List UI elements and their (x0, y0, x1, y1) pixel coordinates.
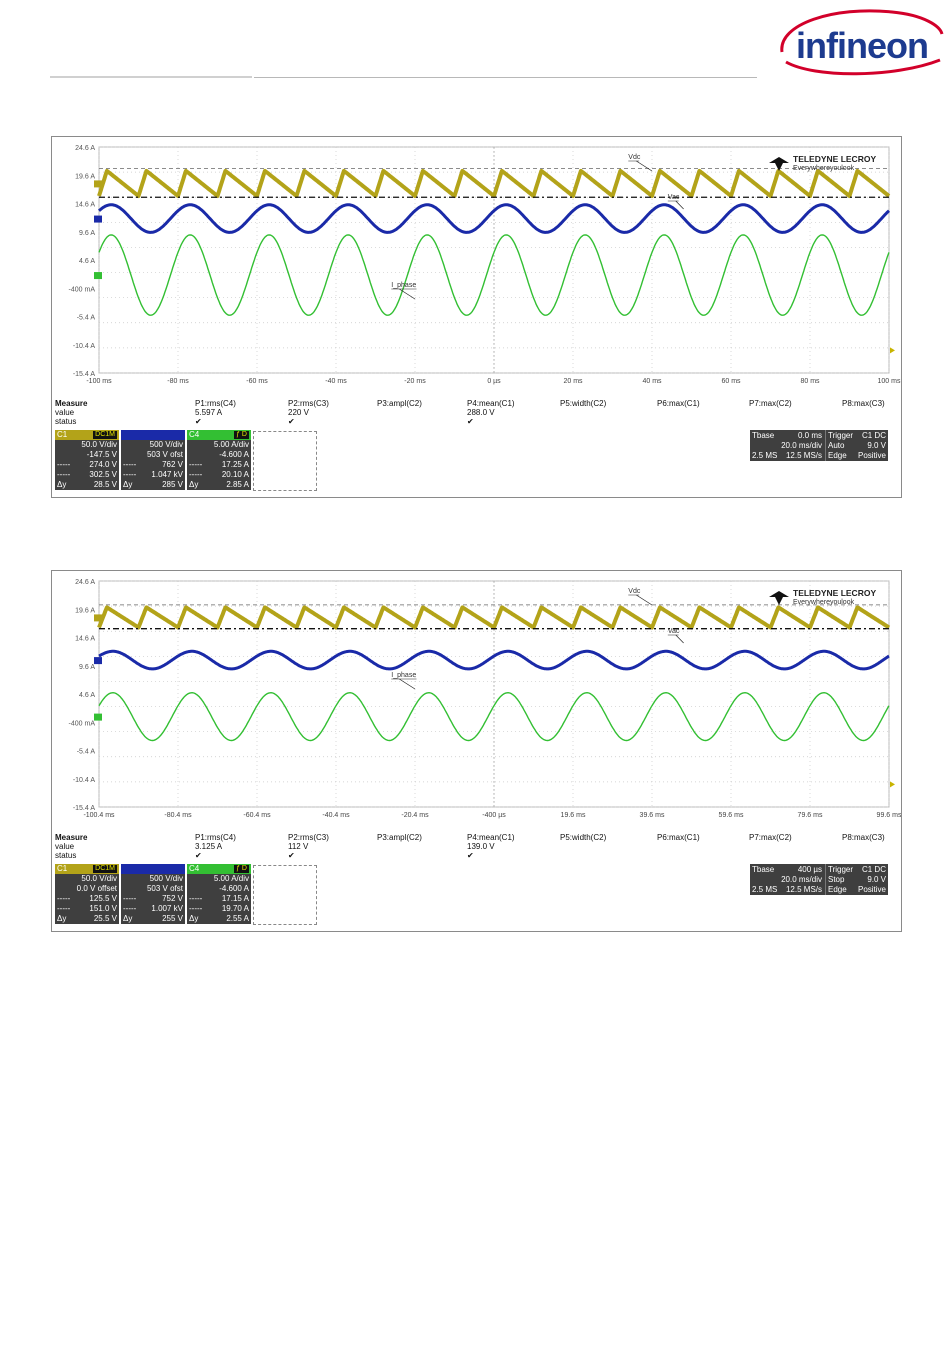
channel-row (121, 460, 185, 470)
measure-row (55, 833, 895, 842)
x-tick-label: 60 ms (721, 378, 741, 385)
annotation-vdc: Vdc (628, 154, 641, 161)
x-tick-label: -60 ms (246, 378, 268, 385)
y-tick-label: 4.6 A (79, 692, 95, 699)
measure-cell: ✔ (195, 417, 202, 426)
x-tick-label: -80 ms (167, 378, 189, 385)
channel-row-value: 2.55 A (226, 914, 249, 923)
annotation-vac: Vac (667, 194, 680, 201)
channel-coupling-tag: DC1M (95, 865, 115, 872)
measure-row (55, 842, 895, 851)
measure-cell: P2:rms(C3) (288, 833, 329, 842)
empty-channel-slot (253, 431, 317, 491)
measure-row (55, 408, 895, 417)
channel-marker (94, 180, 102, 187)
channel-row-label: Δy (123, 480, 133, 489)
measure-cell: ✔ (195, 851, 202, 860)
channel-row-value: 255 V (162, 914, 183, 923)
timebase-box (750, 430, 888, 461)
measure-row (55, 851, 895, 860)
y-tick-label: 14.6 A (75, 635, 95, 643)
measure-cell: P4:mean(C1) (467, 399, 515, 408)
channel-coupling-tag: ƒ D (236, 865, 247, 872)
measure-cell: P7:max(C2) (749, 399, 792, 408)
channel-row-label: ----- (123, 904, 137, 913)
logo-wordmark: infineon (796, 25, 928, 66)
channel-row-value: 2.85 A (226, 480, 249, 489)
channel-row-value: 274.0 V (89, 460, 117, 469)
channel-row-value: 19.70 A (221, 904, 249, 913)
measure-row-label: value (55, 842, 75, 851)
channel-row (55, 450, 119, 460)
measure-cell: ✔ (288, 851, 295, 860)
x-tick-label: 99.6 ms (876, 812, 901, 819)
measure-cell: P3:ampl(C2) (377, 399, 422, 408)
measure-cell: P1:rms(C4) (195, 833, 236, 842)
timebase-box (750, 864, 888, 895)
x-tick-label: 19.6 ms (560, 812, 586, 819)
channel-header (187, 864, 251, 874)
channel-row (121, 470, 185, 480)
channel-marker (94, 614, 102, 621)
channel-row-label: ----- (123, 460, 137, 469)
y-tick-label: 9.6 A (79, 229, 95, 237)
timebase-cell: 20.0 ms/div (781, 441, 822, 450)
timebase-cell: 20.0 ms/div (781, 875, 822, 884)
channel-row-label: Δy (189, 480, 199, 489)
x-tick-label: 40 ms (642, 378, 662, 385)
channel-header (121, 430, 185, 440)
channel-row-value: 5.00 A/div (213, 874, 249, 883)
timebase-cell: Positive (857, 451, 886, 460)
y-tick-label: -5.4 A (76, 748, 95, 756)
channel-row-value: 752 V (162, 894, 183, 903)
channel-row (187, 470, 251, 480)
channel-row-label: ----- (123, 470, 137, 479)
y-tick-label: -10.4 A (72, 776, 95, 784)
channel-row (121, 914, 185, 924)
y-tick-label: 9.6 A (79, 663, 95, 671)
channel-id: C1 (57, 430, 68, 439)
channel-row-value: 500 V/div (149, 874, 183, 883)
x-tick-label: -80.4 ms (164, 812, 192, 819)
channel-box-c4 (187, 864, 251, 924)
measure-cell: P5:width(C2) (560, 833, 607, 842)
channel-header (121, 864, 185, 874)
channel-row-value: 50.0 V/div (81, 874, 117, 883)
measure-row (55, 399, 895, 408)
channel-row (121, 874, 185, 884)
measure-cell: 220 V (288, 408, 309, 417)
channel-row (121, 884, 185, 894)
channel-id: C1 (57, 864, 68, 873)
timebase-cell: 12.5 MS/s (785, 451, 822, 460)
empty-channel-slot (253, 865, 317, 925)
scope-brand-slogan: Everywhereyoulook (793, 599, 855, 606)
y-tick-label: -400 mA (68, 286, 95, 294)
channel-box-c1 (55, 864, 119, 924)
channel-marker (94, 216, 102, 223)
x-tick-label: -20 ms (404, 378, 426, 385)
annotation-i_phase: I_phase (391, 672, 417, 679)
y-tick-label: -10.4 A (72, 342, 95, 350)
y-tick-label: 24.6 A (75, 145, 95, 152)
channel-row-label: ----- (57, 894, 71, 903)
x-tick-label: -40 ms (325, 378, 347, 385)
measure-cell: P8:max(C3) (842, 833, 885, 842)
y-tick-label: 19.6 A (75, 173, 95, 181)
channel-row (55, 914, 119, 924)
measure-cell: 139.0 V (467, 842, 495, 851)
y-tick-label: -400 mA (68, 720, 95, 728)
channel-row (187, 914, 251, 924)
y-tick-label: -15.4 A (72, 371, 95, 378)
x-tick-label: -100 ms (86, 378, 112, 385)
channel-id: C4 (189, 430, 200, 439)
annotation-i_phase: I_phase (391, 282, 417, 289)
x-tick-label: 80 ms (800, 378, 820, 385)
channel-row-value: 503 V ofst (146, 884, 183, 893)
channel-box-c4 (187, 430, 251, 490)
channel-row-value: -4.600 A (219, 450, 249, 459)
timebase-cell: Tbase (752, 865, 775, 874)
x-tick-label: -400 µs (482, 812, 506, 819)
x-tick-label: -60.4 ms (243, 812, 271, 819)
timebase-cell: Edge (828, 885, 847, 894)
channel-coupling-tag: ƒ D (236, 431, 247, 438)
timebase-cell: 0.0 ms (797, 431, 822, 440)
measure-cell: P3:ampl(C2) (377, 833, 422, 842)
y-tick-label: -5.4 A (76, 314, 95, 322)
channel-row (187, 894, 251, 904)
oscilloscope-capture-2 (51, 570, 902, 932)
measure-cell: P7:max(C2) (749, 833, 792, 842)
channel-marker (94, 657, 102, 664)
measure-cell: 5.597 A (195, 408, 223, 417)
measure-cell: ✔ (467, 417, 474, 426)
channel-row-value: 5.00 A/div (213, 440, 249, 449)
channel-row-label: ----- (57, 904, 71, 913)
channel-header (55, 430, 119, 440)
channel-header (187, 430, 251, 440)
x-tick-label: 59.6 ms (718, 812, 744, 819)
channel-row-value: 762 V (162, 460, 183, 469)
channel-row-value: 28.5 V (93, 480, 117, 489)
channel-row-label: ----- (189, 894, 203, 903)
x-tick-label: 39.6 ms (639, 812, 665, 819)
y-tick-label: 14.6 A (75, 201, 95, 209)
channel-row-label: ----- (57, 460, 71, 469)
channel-row-value: 285 V (162, 480, 183, 489)
channel-row-value: 1.047 kV (151, 470, 183, 479)
channel-row (121, 440, 185, 450)
channel-row (121, 894, 185, 904)
x-tick-label: -20.4 ms (401, 812, 429, 819)
channel-row-label: ----- (189, 470, 203, 479)
header-rule (50, 76, 252, 78)
scope-brand-name: TELEDYNE LECROY (793, 588, 877, 598)
measure-row (55, 417, 895, 426)
channel-row-value: 17.25 A (221, 460, 249, 469)
channel-row-label: Δy (57, 914, 67, 923)
measure-row-label: Measure (55, 399, 88, 408)
channel-row (55, 904, 119, 914)
channel-row (55, 884, 119, 894)
channel-row (121, 904, 185, 914)
x-tick-label: -100.4 ms (83, 812, 115, 819)
channel-row-value: 20.10 A (221, 470, 249, 479)
measure-cell: 112 V (288, 842, 309, 851)
timebase-cell: Positive (857, 885, 886, 894)
scope-brand-name: TELEDYNE LECROY (793, 154, 877, 164)
infineon-logo (774, 4, 946, 80)
channel-row-label: ----- (123, 894, 137, 903)
channel-row-value: 1.007 kV (151, 904, 183, 913)
timebase-cell: 2.5 MS (752, 885, 778, 894)
channel-row-value: 25.5 V (93, 914, 117, 923)
channel-row-label: Δy (57, 480, 67, 489)
annotation-vdc: Vdc (628, 588, 641, 595)
annotation-vac: Vac (667, 628, 680, 635)
trigger-level-marker (890, 781, 895, 787)
channel-row-label: Δy (189, 914, 199, 923)
channel-row (55, 470, 119, 480)
timebase-cell: Stop (828, 875, 845, 884)
channel-row (55, 460, 119, 470)
x-tick-label: 79.6 ms (797, 812, 823, 819)
measure-cell: 288.0 V (467, 408, 495, 417)
channel-marker (94, 714, 102, 721)
measure-cell: P8:max(C3) (842, 399, 885, 408)
timebase-cell: C1 DC (861, 865, 886, 874)
timebase-cell: C1 DC (861, 431, 886, 440)
y-tick-label: -15.4 A (72, 805, 95, 812)
channel-row (187, 450, 251, 460)
measure-cell: P6:max(C1) (657, 399, 700, 408)
channel-row (187, 884, 251, 894)
timebase-cell: 400 µs (797, 865, 822, 874)
measure-cell: P6:max(C1) (657, 833, 700, 842)
channel-row-value: 50.0 V/div (81, 440, 117, 449)
channel-row-value: 500 V/div (149, 440, 183, 449)
x-tick-label: -40.4 ms (322, 812, 350, 819)
channel-row-value: 17.15 A (221, 894, 249, 903)
channel-row-value: 151.0 V (89, 904, 117, 913)
measure-cell: P2:rms(C3) (288, 399, 329, 408)
channel-row-value: -147.5 V (86, 450, 117, 459)
channel-id: C4 (189, 864, 200, 873)
channel-row (187, 480, 251, 490)
measure-row-label: value (55, 408, 75, 417)
scope-brand-slogan: Everywhereyoulook (793, 165, 855, 172)
channel-row (121, 480, 185, 490)
channel-row (187, 440, 251, 450)
measure-row-label: status (55, 851, 77, 860)
channel-coupling-tag: DC1M (95, 431, 115, 438)
channel-row-value: 125.5 V (89, 894, 117, 903)
oscilloscope-capture-1 (51, 136, 902, 498)
header-rule-thin (254, 77, 757, 78)
measure-cell: P1:rms(C4) (195, 399, 236, 408)
timebase-cell: Auto (828, 441, 845, 450)
channel-row (187, 874, 251, 884)
channel-row-label: ----- (189, 904, 203, 913)
channel-row-value: 0.0 V offset (76, 884, 117, 893)
y-tick-label: 24.6 A (75, 579, 95, 586)
measure-cell: ✔ (288, 417, 295, 426)
channel-row-label: Δy (123, 914, 133, 923)
channel-header (55, 864, 119, 874)
timebase-cell: 2.5 MS (752, 451, 778, 460)
channel-box-c3 (121, 864, 185, 924)
channel-row-label: ----- (57, 470, 71, 479)
channel-row (55, 874, 119, 884)
channel-row (121, 450, 185, 460)
channel-row-label: ----- (189, 460, 203, 469)
measure-row-label: Measure (55, 833, 88, 842)
measure-cell: P4:mean(C1) (467, 833, 515, 842)
timebase-cell: Edge (828, 451, 847, 460)
trigger-level-marker (890, 347, 895, 353)
measure-row-label: status (55, 417, 77, 426)
x-tick-label: 100 ms (877, 378, 901, 385)
channel-box-c3 (121, 430, 185, 490)
timebase-cell: Tbase (752, 431, 775, 440)
channel-box-c1 (55, 430, 119, 490)
channel-row-value: 302.5 V (89, 470, 117, 479)
channel-row (55, 894, 119, 904)
channel-row-value: -4.600 A (219, 884, 249, 893)
measure-cell: 3.125 A (195, 842, 223, 851)
x-tick-label: 20 ms (563, 378, 583, 385)
timebase-cell: Trigger (828, 431, 854, 440)
timebase-cell: 9.0 V (867, 875, 886, 884)
measure-cell: P5:width(C2) (560, 399, 607, 408)
channel-row (187, 904, 251, 914)
channel-row-value: 503 V ofst (146, 450, 183, 459)
measure-cell: ✔ (467, 851, 474, 860)
timebase-cell: Trigger (828, 865, 854, 874)
x-tick-label: 0 µs (487, 378, 501, 385)
channel-row (187, 460, 251, 470)
channel-row (55, 480, 119, 490)
timebase-cell: 9.0 V (867, 441, 886, 450)
channel-row (55, 440, 119, 450)
channel-marker (94, 272, 102, 279)
timebase-cell: 12.5 MS/s (785, 885, 822, 894)
y-tick-label: 4.6 A (79, 258, 95, 265)
y-tick-label: 19.6 A (75, 607, 95, 615)
